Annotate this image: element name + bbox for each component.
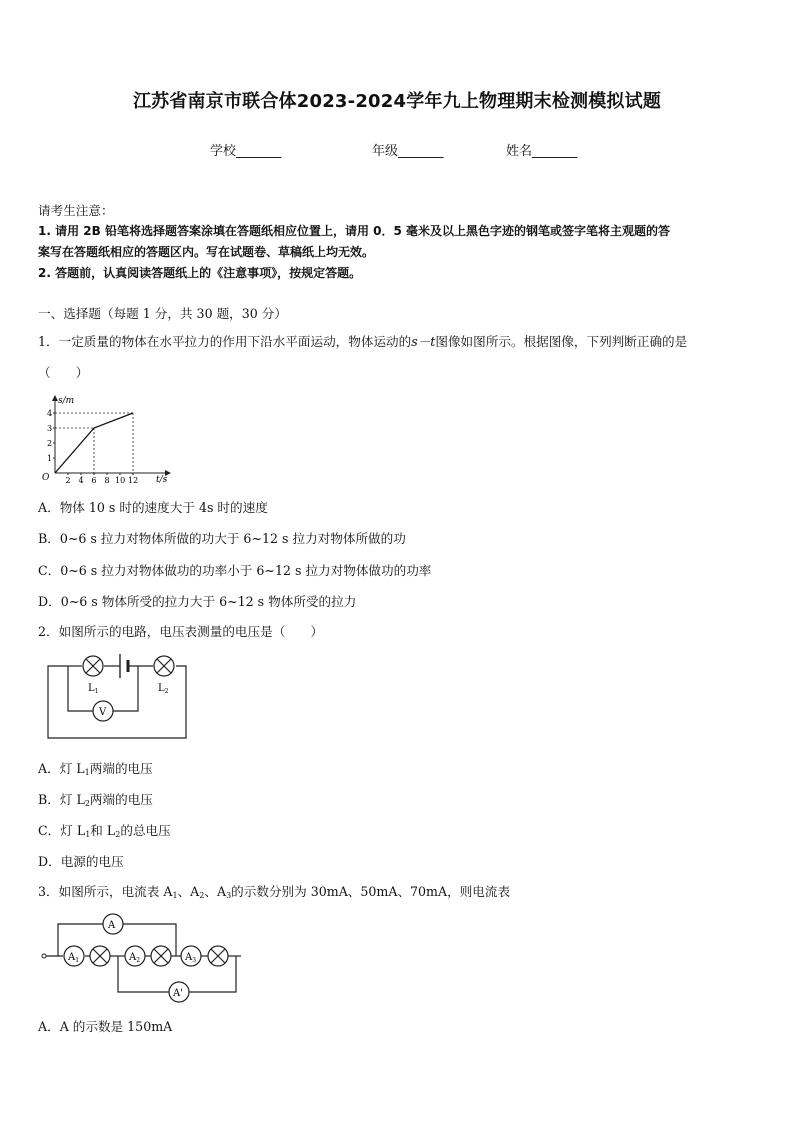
q1-stem-a: 1．一定质量的物体在水平拉力的作用下沿水平面运动，物体运动的 <box>38 334 412 349</box>
school-field <box>210 140 282 159</box>
ammeter-a-prime-icon <box>169 982 189 1002</box>
grade-label: 年级 <box>372 144 399 159</box>
notice-heading: 请考生注意： <box>38 203 114 218</box>
q3-circuit-diagram <box>36 908 251 1008</box>
ammeter-a2-icon <box>125 946 145 966</box>
svg-text:A': A' <box>173 988 183 999</box>
notice-item-2: 2. 答题前，认真阅读答题纸上的《注意事项》，按规定答题。 <box>38 266 362 280</box>
battery-icon <box>120 654 128 678</box>
ammeter-a3-icon <box>181 946 201 966</box>
q1-paren: （ ） <box>38 365 89 380</box>
lamp-2-icon <box>151 946 171 966</box>
q1-y-axis-label: s/m <box>58 396 75 406</box>
svg-text:A3: $A_3$ <box>185 952 197 964</box>
lamp-3-icon <box>208 946 228 966</box>
q1-x-tick-label: 4 <box>78 476 84 485</box>
lamp-l2-label: $L_2$ <box>158 683 169 695</box>
name-field <box>506 140 578 159</box>
q1-st-graph <box>38 390 178 486</box>
section-heading: 一、选择题（每题 1 分，共 30 题，30 分） <box>38 306 287 321</box>
q2-option-c: C．灯 $L_1$和 $L_2$的总电压 <box>38 823 171 839</box>
q3-terminal <box>42 954 46 958</box>
school-blank: _______ <box>236 144 282 159</box>
lamp-l1-icon <box>83 656 103 676</box>
q3-stem: 3．如图所示，电流表 $A_1$、$A_2$、$A_3$的示数分别为 30mA、50mA、70mA，则电流表 <box>38 884 511 900</box>
grade-blank: _______ <box>398 144 444 159</box>
voltmeter-icon <box>93 701 113 721</box>
lamp-l1-label: $L_1$ <box>88 683 99 695</box>
svg-text:A1: $A_1$ <box>68 952 80 964</box>
q1-origin-label: O <box>42 473 50 483</box>
q1-y-tick-label: 3 <box>47 424 53 433</box>
q1-option-a: A．物体 10 s 时的速度大于 4s 时的速度 <box>38 500 268 515</box>
q1-option-b: B．0~6 s 拉力对物体所做的功大于 6~12 s 拉力对物体所做的功 <box>38 531 406 546</box>
grade-field <box>372 140 444 159</box>
q2-option-a: A．灯 $L_1$两端的电压 <box>38 761 153 777</box>
voltmeter-label: V <box>99 707 107 718</box>
q2-meter-wire-right <box>113 666 138 711</box>
q1-x-tick-label: 2 <box>65 476 71 485</box>
ammeter-a1-icon <box>64 946 84 966</box>
lamp-1-icon <box>90 946 110 966</box>
ammeter-a-icon <box>103 914 123 934</box>
q1-y-tick-label: 1 <box>47 454 53 463</box>
q1-x-tick-label: 10 <box>115 476 126 485</box>
q1-stem <box>38 332 687 352</box>
q1-option-c: C．0~6 s 拉力对物体做功的功率小于 6~12 s 拉力对物体做功的功率 <box>38 563 432 578</box>
q2-outer-wire <box>48 666 186 738</box>
q2-option-d: D．电源的电压 <box>38 854 124 869</box>
q1-stem-b: 图像如图所示。根据图像，下列判断正确的是 <box>435 334 688 349</box>
q1-x-tick-label: 6 <box>91 476 97 485</box>
page-title: 江苏省南京市联合体2023-2024学年九上物理期末检测模拟试题 <box>132 91 662 112</box>
q3-option-a: A．A 的示数是 150mA <box>38 1019 173 1034</box>
notice-item-1-line-1: 1. 请用 2B 铅笔将选择题答案涂填在答题纸相应位置上，请用 0．5 毫米及以上黑色字迹的钢笔或签字笔将主观题的答 <box>38 224 670 238</box>
q2-stem: 2．如图所示的电路，电压表测量的电压是（ ） <box>38 624 324 639</box>
name-blank: _______ <box>532 144 578 159</box>
q1-x-axis-label: t/s <box>156 475 168 485</box>
svg-text:A: A <box>108 920 116 931</box>
school-label: 学校 <box>210 144 237 159</box>
name-label: 姓名 <box>506 144 533 159</box>
lamp-l2-icon <box>154 656 174 676</box>
q1-option-d: D．0~6 s 物体所受的拉力大于 6~12 s 物体所受的拉力 <box>38 594 357 609</box>
q1-y-tick-label: 2 <box>47 439 53 448</box>
q1-x-tick-label: 12 <box>128 476 139 485</box>
q2-option-b: B．灯 $L_2$两端的电压 <box>38 792 153 808</box>
q1-y-tick-label: 4 <box>47 409 53 418</box>
q2-circuit-diagram <box>40 650 200 745</box>
notice-item-1-line-2: 案写在答题纸相应的答题区内。写在试题卷、草稿纸上均无效。 <box>38 245 375 259</box>
q1-x-tick-label: 8 <box>104 476 110 485</box>
svg-text:A2: $A_2$ <box>129 952 141 964</box>
q1-stem-var: s－t <box>411 334 436 349</box>
